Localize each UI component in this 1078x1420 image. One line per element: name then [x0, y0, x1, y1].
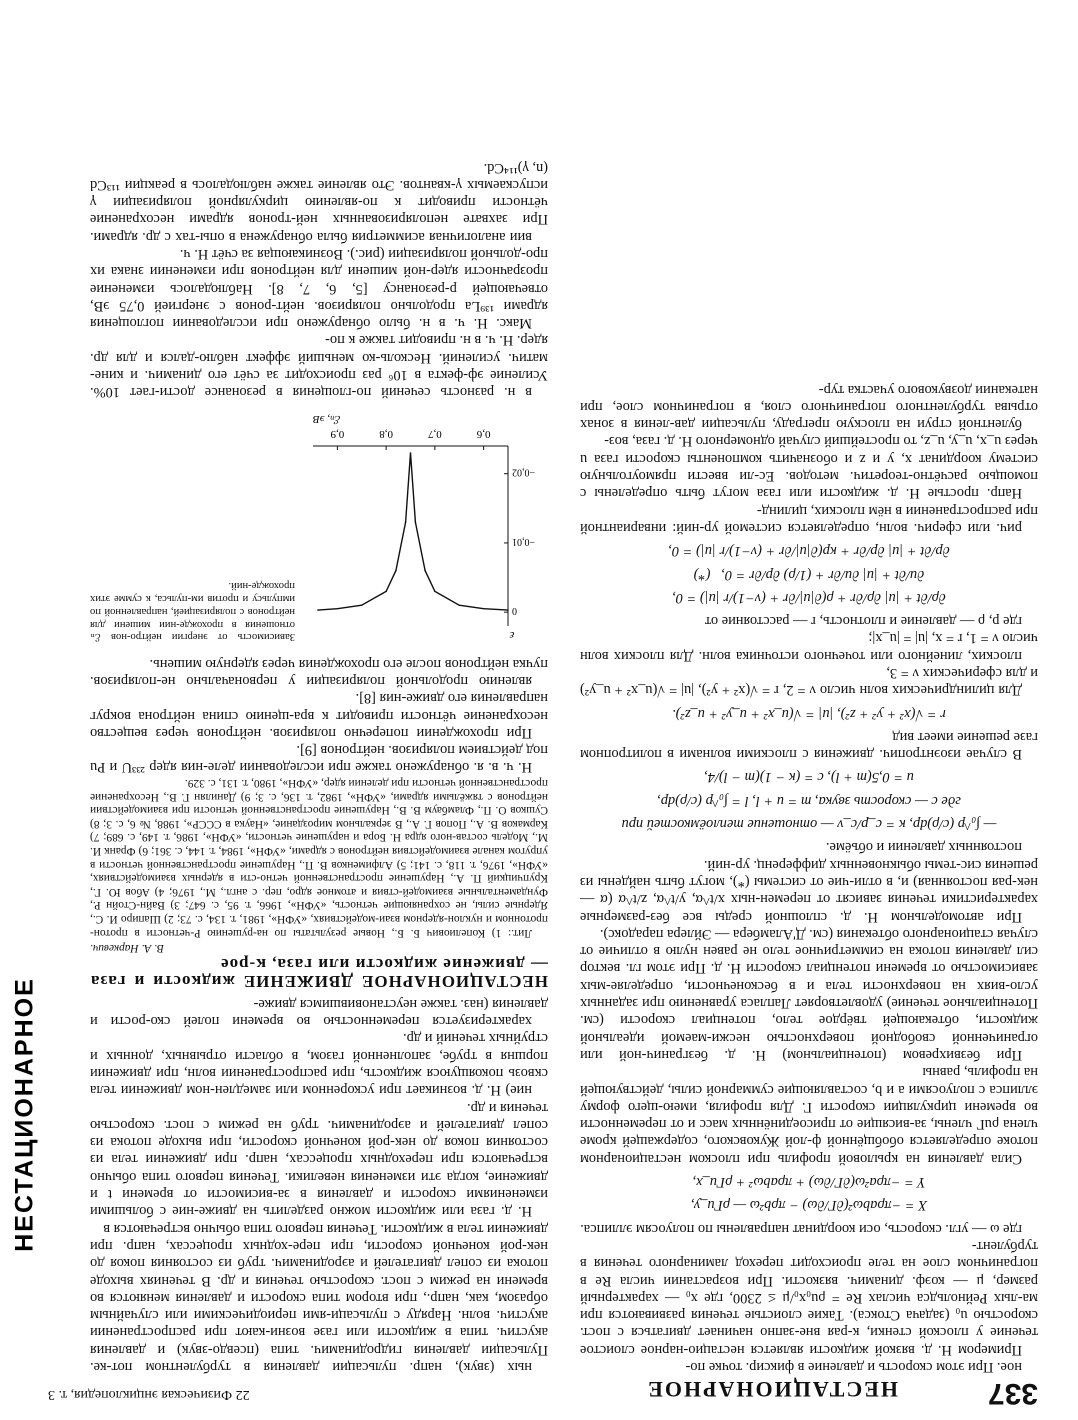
formula: ∂p/∂t + |u| ∂p/∂r + κp(∂|u|/∂r + (ν−1)/r |u|) = 0, — [668, 543, 950, 560]
text-paragraph: ние) Н. д. возникает при ускоренном или замедлен-ном движении тела сквозь покоящуюся жидкость, при распространении волн, при движении поршня в трубе, заполненной газом, в области отрывных, донных и струйных течений и др. — [90, 1030, 548, 1099]
chart-series — [317, 453, 509, 612]
text-paragraph: плоских, линейного или точечного источника волн. Для плоских волн число ν = 1, r = x, |u| = |u_x|; — [580, 630, 1038, 664]
text-paragraph: булентной струи на плоскую преграду, пульсации дав-ления в зонах отрыва турбулентного пограничного слоя, в пограничном слое, при натекании дозвукового участка тур- — [580, 381, 1038, 433]
y-tick-label: −0,02 — [512, 467, 536, 479]
resonance-chart — [298, 406, 548, 646]
text-paragraph: рич. или сферич. волн, определяется системой ур-ний: инвариантной при распространении в нём плоских, цилинд- — [580, 502, 1038, 536]
text-paragraph: При безвихревом (потенциальном) Н. д. безгранич-ной или ограниченной свободной поверхностью несжи-маемой идеальной жидкости, обтекающей твёрдое тело, потенциал скорости (см. Потенциальное течение) удовлетворяет Лапласа уравнению при заданных усло-виях на поверхности тела и в бесконечности, определяе-мых зависимостью от времени потенциал скорости Н. д. При этом гл. вектор сил давления потока на симметричное тело не равен нулю в отличие от случая стационарного обтекания (см. Д'Аламбера — Эйлера парадокс). — [580, 925, 1038, 1063]
text-paragraph: При прохождении поперечно поляризов. нейтронов через вещество несохранение чётности приводит к вра-щению спина нейтрона вокруг направления его движе-ния [8]. — [90, 690, 548, 741]
text-paragraph: ное. При этом скорость и давление в фиксир. точке по- — [685, 1359, 1022, 1375]
formula: Y = −πρa²ω(∂Γ/∂ω) + πρabω² + ρΓu_x, — [692, 1174, 926, 1191]
data-point — [507, 610, 508, 611]
formula-body: ∂u/∂t + |u| ∂u/∂r + (1/ρ) ∂p/∂r = 0, — [721, 566, 925, 583]
formula: r = √(x² + y² + z²), |u| = √(u_x² + u_y² + u_z²). — [672, 705, 946, 722]
y-tick-label: 0 — [512, 605, 517, 617]
equation-number: (*) — [693, 566, 711, 583]
text-paragraph: Н. ч. в. я. обнаружено также при исследовании деле-ния ядер ²³³U и Pu под действием поляризов. нейтронов [9]. — [90, 742, 548, 776]
text-paragraph: явлению продольной поляризации у первоначально не-поляризов. пучка нейтронов после его прохождения через ядерную мишень. — [90, 655, 548, 689]
data-point — [424, 570, 425, 571]
x-axis-label: ℰₙ, эВ — [313, 413, 342, 426]
references: Лит.: 1) Копелиович Б. Б., Новые результаты по на-рушению P-четности в протон-протонном и нуклон-ядерном взаи-модействиях, «УФН», 1981, т. 134, с. 73; 2) Шапиро И. С., Ядерные силы, не сохраняющие четность, «УФН», 1966, т. 95, с. 647; 3) Вайн-Стойн Р., Фундаментальные взаимодей-ствия и атомное ядро, пер. с англ., М., 1976; 4) Абов Ю. Г., Крупчицкий П. А., Нарушение пространственной четно-сти в ядерных взаимодействиях, «УФН», 1976, т. 118, с. 141; 5) Алфименков В. П., Нарушение пространственной четности в упругом канале взаимодействия нейтронов с ядрами, «УФН», 1984, т. 144, с. 361; 6) Франк И. М., Модель состав-ного ядра Н. Бора и нарушение четности, «УФН», 1986, т. 149, с. 689; 7) Кармаков В. А., Попов Г. А., В зеркальном мироздание, «Наука в СССР», 1988, № 6, с. 3; 8) Сушков О. П., Фламбаум В. В., Нарушение пространственной четности при взаимодействии нейтронов с тяжёлыми ядрами, «УФН», 1982, т. 136, с. 3; 9) Данилян Г. В., Несохранение пространственной четности при делении ядер, «УФН», 1980, т. 131, с. 329. — [90, 777, 548, 939]
text-paragraph: При автомодельном Н. д. сплошной среды все без-размерные характеристики течения зависят от перемен-ных x/t^α, y/t^α, z/t^α (α — нек-рая постоянная) и, в отли-чие от системы (*), могут быть найдены из решения сис-темы обыкновенных дифференц. ур-ний. — [580, 856, 1038, 925]
entry-body: — движение жидкости или газа, к-рое — [220, 955, 548, 975]
text-paragraph: в н. разность сечений по-глощения в резонансе дости-гает 10%. Усиление эф-фекта в 10⁶ раз происходит за счёт его динамич. и кине-матич. усилений. Несколь-ко меньший эффект наблю-дался и для др. ядер. Н. ч. в н. приводит также к по- — [90, 332, 548, 401]
data-point — [405, 522, 406, 523]
formula — [580, 565, 1038, 582]
text-paragraph: ных (звук), напр. пульсации давления в турбулентном пот-ке. Пульсации давления гидродинамич. типа (псевдо-звук) и давления акустич. типа в жидкости или газе возни-кают при распространении акустич. волн. Наряду с пульсаци-ями периодическими или случайным образом, как, напр., при втором типа скорости и давления меняются во времени на режим с пост. скоростью течения и др. В течениях выходе потока из сопел двигателей и аэродинамич. труб из состояния покоя до нек-рой конечной скорости, при пере-ходных процессах, напр. при движении тела в жидкости. Течения первого типа обычно встречаются в — [90, 1220, 548, 1375]
formula: ∂ρ/∂t + |u| ∂ρ/∂r + ρ(∂|u|/∂r + (ν−1)/r |u|) = 0, — [672, 589, 946, 606]
text-paragraph: вии аналогичная асимметрия была обнаружена в опы-тах с др. ядрами. При захвате неполяризованных ней-тронов ядрами несохранение чётности приводит к по-явлению циркулярной поляризации γ испускаемых γ-квантов. Это явление также наблюдалось в реакции ¹¹³Cd (n, γ)¹¹⁴Cd. — [90, 159, 548, 245]
running-header — [48, 1377, 1038, 1412]
text-paragraph: Примером Н. д. вязкой жидкости является нестацио-нарное слоистое течение у плоской стенки, к-рая вне-запно начинает двигаться с пост. скоростью u₀ (задача Стокса). Такие слоистые течения развиваются при ма-лых Рейнольдса числах Re = ρu₀x₀/μ ≤ 2300, где x₀ — характерный размер, μ — коэф. динамич. вязкости. При возрастании числа Re в пограничном слое на теле происходит переход ламинарного течения в турбулент- — [580, 1237, 1038, 1358]
x-tick-label: 0,8 — [379, 428, 393, 441]
text-paragraph: характеризуется переменностью во времени полей ско-рости и давления (наз. также неустановившимся движе- — [90, 995, 548, 1030]
entry-heading — [90, 956, 548, 991]
figure — [90, 406, 548, 646]
data-point — [385, 591, 386, 592]
formula: u = 0,5(m + l), c = (κ − 1)(m − l)/4, — [704, 769, 914, 786]
text-paragraph: постоянных давлении и объёме. — [825, 839, 1022, 856]
x-tick-label: 0,9 — [330, 428, 345, 441]
formula: — ∫₀^p (c/ρ)dp, κ = c_p/c_v — отношение теплоёмкостей при — [621, 816, 997, 833]
text-paragraph: В случае изоэнтропич. движения с плоскими волнами в политропном газе решение имеет вид — [580, 728, 1038, 763]
text-paragraph: Н. д. газа или жидкости можно разделить на движе-ние с большими изменениями скорости и давления в за-висимости от времени t и движение, когда эти изменения невелики. Течения первого типа обычно встречаются при переходных процессах, напр. при движении тела из состояния покоя до нек-рой конечной скорости, при выходе потока из сопел двигателей и аэродинамич. труб на режим с пост. скоростью течения и др. — [90, 1099, 548, 1220]
text-paragraph: Напр. простые Н. д. жидкости или газа могут быть определены с помощью расчётно-теоретич. методов. Ес-ли ввести прямоугольную систему координат x, y и z и обозначить компоненты скорости газа u через u_x, u_y, u_z, то простейший случай одномерного Н. д. газа, воз- — [580, 433, 1038, 502]
running-title: НЕСТАЦИОНАРНОЕ — [646, 1377, 898, 1402]
text-paragraph: Макс. Н. ч. в н. было обнаружено при исследовании поглощения ядрами ¹³⁹La продольно поляризов. нейт-ронов с энергией 0,75 эВ, отвечающей p-резонансу [5, 6, 7, 8]. Наблюдалось изменение прозрачности ядер-ной мишени для нейтронов при изменении знака их про-дольной поляризации (рис.). Возникающая за счёт Н. ч. — [90, 246, 548, 332]
data-point — [415, 522, 416, 523]
y-axis-label: ε — [509, 629, 515, 644]
data-point — [459, 605, 460, 606]
text-paragraph: Сила давления на крыловой профиль при плоском нестационарном потоке определяется обобщённой ф-лой Жуковского, содержащей кроме члена ρuΓ члены, за-висящие от присоединённых масс и от переменности во времени циркуляции скорости Γ. Для профиля, имею-щего форму эллипса с полуосями a и b, составляющие суммарной силы, действующей на профиль, равны — [580, 1064, 1038, 1167]
data-point — [337, 608, 338, 609]
x-tick-label: 0,7 — [428, 428, 442, 441]
data-point — [317, 610, 318, 611]
y-tick-label: −0,01 — [512, 536, 536, 548]
data-point — [361, 605, 362, 606]
author-signature: В. А. Наркевич. — [90, 941, 164, 954]
text-paragraph: Для цилиндрических волн число ν = 2, r = √(x² + y²), |u| = √(u_x² + u_y²) и для сферических ν = 3, — [580, 665, 1038, 699]
figure-caption: Зависимость от энергии нейтро-нов ℰₙ отношения в прохожде-нии мишени для нейтронов с поляризацией, направленной по импульсу и против им-пульса, к сумме этих прохожде-ний. — [90, 580, 295, 643]
side-tab: НЕСТАЦИОНАРНОЕ — [10, 977, 39, 1252]
entry-title: НЕСТАЦИОНАРНОЕ ДВИЖЕНИЕ жидкости и газа — [90, 972, 548, 992]
data-point — [483, 608, 484, 609]
data-point — [410, 453, 411, 454]
series-line — [318, 453, 508, 610]
left-column — [580, 30, 1038, 1375]
data-point — [395, 570, 396, 571]
data-point — [434, 591, 435, 592]
page-number: 337 — [987, 1377, 1038, 1410]
formula: где c — скорость звука, m = u + l, l = ∫₀^p (c/ρ)dp, — [657, 792, 961, 809]
text-paragraph: где ω — угл. скорость, оси координат направлены по полуосям эллипса. — [580, 1220, 1022, 1237]
publication-footer: 22 Физическая энциклопедия, т. 3 — [48, 1387, 250, 1402]
formula: X = −πρabω²(∂Γ/∂ω) − πρb²ω — ρΓu_y, — [691, 1197, 927, 1214]
x-tick-label: 0,6 — [476, 428, 491, 441]
right-column — [90, 30, 548, 1375]
text-paragraph: где p, ρ — давление и плотность, r — расстояние от — [704, 613, 1022, 630]
